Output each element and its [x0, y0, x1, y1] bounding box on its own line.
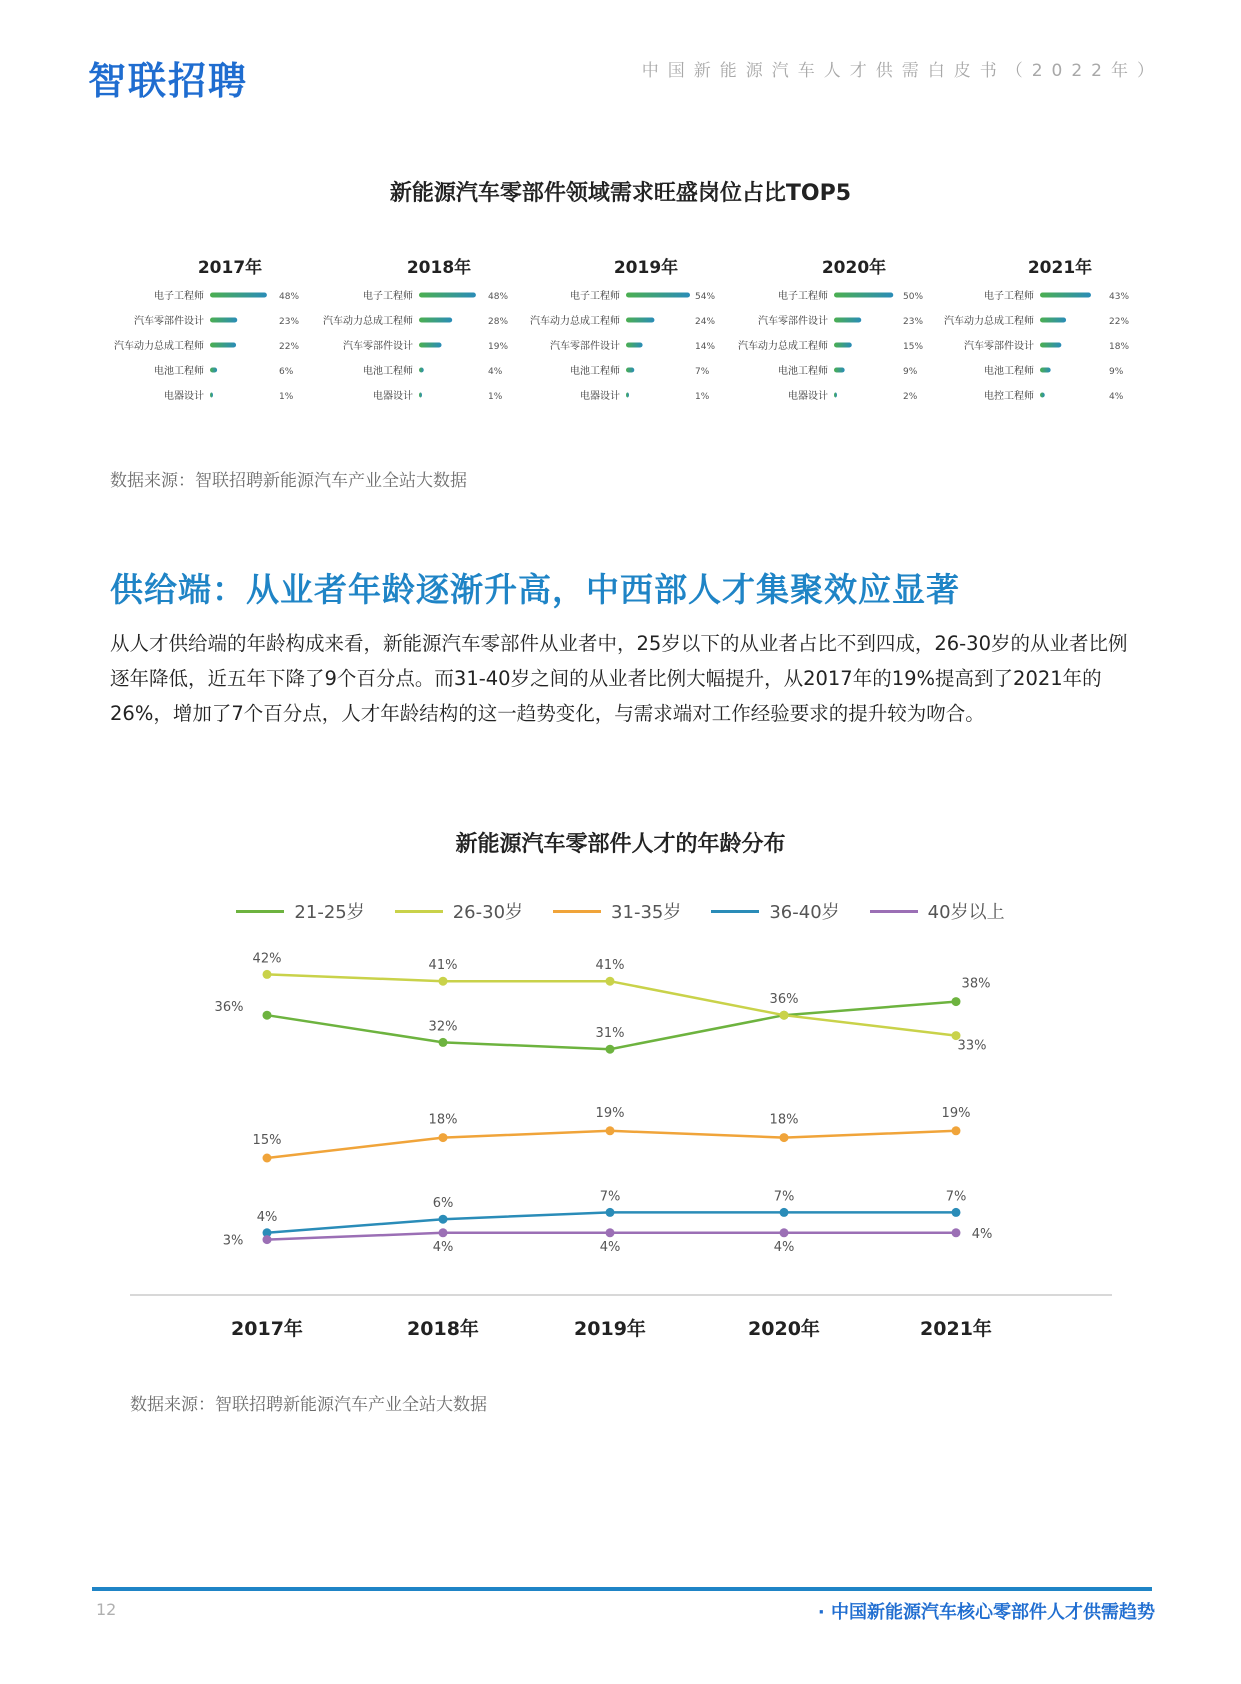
bar-chart: [0, 240, 1241, 410]
data-point: [439, 1038, 448, 1047]
legend-item: [553, 898, 681, 924]
bar-category-label: 汽车动力总成工程师: [323, 316, 413, 327]
document-title: 中国新能源汽车人才供需白皮书（2022年）: [641, 61, 1163, 81]
data-label: 6%: [432, 1196, 454, 1212]
bar-value-label: 4%: [1109, 392, 1124, 402]
data-point: [780, 1133, 789, 1142]
logo: 智联招聘: [88, 59, 249, 103]
legend-item: [395, 898, 523, 924]
bar-value-label: 18%: [1109, 342, 1130, 352]
data-point: [780, 1208, 789, 1217]
bar-category-label: 电子工程师: [570, 291, 620, 302]
bar-value-label: 4%: [488, 367, 503, 377]
bar-value-label: 43%: [1109, 292, 1130, 302]
data-point: [439, 1133, 448, 1142]
data-label: 38%: [961, 976, 991, 992]
legend-swatch: [870, 910, 918, 913]
legend-item: [236, 898, 364, 924]
bar-value-label: 1%: [279, 392, 294, 402]
x-tick-label: 2021年: [920, 1318, 992, 1340]
bar-category-label: 电器设计: [164, 391, 204, 402]
bar-value-label: 48%: [488, 292, 509, 302]
data-label: 18%: [769, 1112, 799, 1128]
bar: [210, 293, 267, 298]
bar-panel-year: 2019年: [613, 258, 679, 278]
section-heading: 供给端：从业者年龄逐渐升高，中西部人才集聚效应显著: [110, 570, 960, 609]
bar-value-label: 2%: [903, 392, 918, 402]
bar-value-label: 50%: [903, 292, 924, 302]
bar: [834, 393, 837, 398]
bar-value-label: 23%: [903, 317, 924, 327]
bar-value-label: 22%: [1109, 317, 1130, 327]
legend-label: 26-30岁: [452, 902, 524, 923]
bar: [419, 393, 422, 398]
footer-rule: [92, 1587, 1152, 1591]
bar-chart-title: 新能源汽车零部件领域需求旺盛岗位占比TOP5: [389, 181, 852, 206]
data-point: [952, 1208, 961, 1217]
bar-category-label: 汽车动力总成工程师: [738, 341, 828, 352]
bar: [834, 318, 861, 323]
data-point: [952, 997, 961, 1006]
legend-swatch: [395, 910, 443, 913]
source-note-2: 数据来源：智联招聘新能源汽车产业全站大数据: [130, 1395, 487, 1415]
data-label: 4%: [599, 1239, 621, 1255]
bar-category-label: 电器设计: [373, 391, 413, 402]
legend-label: 36-40岁: [769, 902, 840, 923]
data-label: 4%: [971, 1226, 993, 1242]
line-chart-title: 新能源汽车零部件人才的年龄分布: [455, 832, 786, 857]
data-label: 42%: [252, 951, 282, 967]
data-point: [263, 1011, 272, 1020]
bar-category-label: 电池工程师: [570, 366, 620, 377]
data-point: [606, 1045, 615, 1054]
data-label: 18%: [428, 1112, 458, 1128]
bar-panel-year: 2018年: [406, 258, 472, 278]
data-label: 36%: [214, 1000, 244, 1016]
data-point: [263, 1154, 272, 1163]
bar-category-label: 电池工程师: [154, 366, 204, 377]
bar-value-label: 9%: [903, 367, 918, 377]
bar-category-label: 电子工程师: [984, 291, 1034, 302]
bar: [419, 343, 442, 348]
data-label: 36%: [769, 992, 799, 1008]
line-chart-legend: [0, 898, 1241, 924]
data-label: 7%: [599, 1189, 621, 1205]
line-chart: [0, 951, 1241, 1350]
bar-value-label: 22%: [279, 342, 300, 352]
data-label: 32%: [428, 1019, 458, 1035]
bar-value-label: 7%: [695, 367, 710, 377]
bar: [626, 318, 654, 323]
bar: [626, 293, 690, 298]
bar-value-label: 19%: [488, 342, 509, 352]
data-point: [606, 1228, 615, 1237]
data-label: 31%: [595, 1026, 625, 1042]
data-point: [263, 970, 272, 979]
bar-value-label: 23%: [279, 317, 300, 327]
bar-category-label: 电器设计: [580, 391, 620, 402]
bar-panel-year: 2020年: [821, 258, 887, 278]
footer-section-title: · 中国新能源汽车核心零部件人才供需趋势: [817, 1602, 1155, 1623]
data-label: 4%: [432, 1239, 454, 1255]
bar-category-label: 汽车动力总成工程师: [944, 316, 1034, 327]
bar: [1040, 318, 1066, 323]
legend-swatch: [711, 910, 759, 913]
bar-category-label: 汽车动力总成工程师: [114, 341, 204, 352]
bar: [419, 318, 452, 323]
data-label: 3%: [222, 1233, 244, 1249]
data-point: [780, 1228, 789, 1237]
legend-swatch: [236, 910, 284, 913]
bar: [834, 343, 852, 348]
bar: [419, 293, 476, 298]
data-point: [780, 1011, 789, 1020]
bar-value-label: 1%: [488, 392, 503, 402]
bar-value-label: 48%: [279, 292, 300, 302]
bar-category-label: 汽车零部件设计: [964, 341, 1034, 352]
bar-category-label: 汽车动力总成工程师: [530, 316, 620, 327]
bar-category-label: 汽车零部件设计: [134, 316, 204, 327]
data-label: 41%: [428, 958, 458, 974]
bar-category-label: 电池工程师: [984, 366, 1034, 377]
bar: [210, 393, 213, 398]
x-tick-label: 2017年: [231, 1318, 303, 1340]
bar-value-label: 9%: [1109, 367, 1124, 377]
bar: [1040, 393, 1045, 398]
bar-category-label: 电子工程师: [778, 291, 828, 302]
bar: [210, 368, 217, 373]
bar: [210, 343, 236, 348]
bar-value-label: 24%: [695, 317, 716, 327]
data-label: 7%: [945, 1189, 967, 1205]
data-label: 4%: [256, 1209, 278, 1225]
bar: [834, 368, 845, 373]
bar-category-label: 电器设计: [788, 391, 828, 402]
x-tick-label: 2020年: [748, 1318, 820, 1340]
bar: [1040, 343, 1061, 348]
data-point: [952, 1228, 961, 1237]
bar-category-label: 电池工程师: [778, 366, 828, 377]
legend-item: [870, 898, 1005, 924]
bar-category-label: 汽车零部件设计: [550, 341, 620, 352]
bar-category-label: 电池工程师: [363, 366, 413, 377]
bar-value-label: 15%: [903, 342, 924, 352]
body-paragraph: 从人才供给端的年龄构成来看，新能源汽车零部件从业者中，25岁以下的从业者占比不到四成，26-30岁的从业者比例逐年降低，近五年下降了9个百分点。而31-40岁之间的从业者比例大幅提升，从2017年的19%提高到了2021年的26%，增加了7个百分点，人才年龄结构的这一趋势变化，与需求端对工作经验要求的提升较为吻合。: [110, 632, 1128, 725]
bar: [1040, 293, 1091, 298]
legend-swatch: [553, 910, 601, 913]
bar: [1040, 368, 1051, 373]
bar: [626, 368, 634, 373]
data-label: 15%: [252, 1133, 282, 1148]
data-label: 41%: [595, 958, 625, 974]
bar-category-label: 电子工程师: [363, 291, 413, 302]
data-label: 19%: [595, 1105, 625, 1121]
bar-category-label: 汽车零部件设计: [758, 316, 828, 327]
x-tick-label: 2018年: [407, 1318, 479, 1340]
data-point: [606, 1126, 615, 1135]
data-point: [606, 977, 615, 986]
data-label: 19%: [941, 1105, 971, 1121]
bar-value-label: 28%: [488, 317, 509, 327]
bar: [210, 318, 237, 323]
legend-label: 21-25岁: [294, 902, 365, 923]
bar: [834, 293, 893, 298]
bar-value-label: 6%: [279, 367, 294, 377]
data-point: [263, 1235, 272, 1244]
bar-category-label: 汽车零部件设计: [343, 341, 413, 352]
data-point: [439, 977, 448, 986]
legend-label: 31-35岁: [611, 902, 682, 923]
source-note-1: 数据来源：智联招聘新能源汽车产业全站大数据: [110, 471, 467, 491]
page-number: 12: [96, 1600, 117, 1619]
data-point: [606, 1208, 615, 1217]
bar-category-label: 电子工程师: [154, 291, 204, 302]
bar-panel-year: 2017年: [197, 258, 263, 278]
legend-label: 40岁以上: [927, 902, 1005, 923]
data-label: 33%: [957, 1038, 987, 1054]
legend-item: [711, 898, 839, 924]
bar: [626, 343, 643, 348]
bar-panel-year: 2021年: [1027, 258, 1093, 278]
data-point: [439, 1215, 448, 1224]
data-label: 7%: [773, 1189, 795, 1205]
bar-value-label: 14%: [695, 342, 716, 352]
bar: [626, 393, 629, 398]
data-point: [439, 1228, 448, 1237]
bar-value-label: 54%: [695, 292, 716, 302]
data-label: 4%: [773, 1239, 795, 1255]
bar-category-label: 电控工程师: [984, 391, 1034, 402]
bar-value-label: 1%: [695, 392, 710, 402]
bar: [419, 368, 424, 373]
x-tick-label: 2019年: [574, 1318, 646, 1340]
data-point: [952, 1126, 961, 1135]
